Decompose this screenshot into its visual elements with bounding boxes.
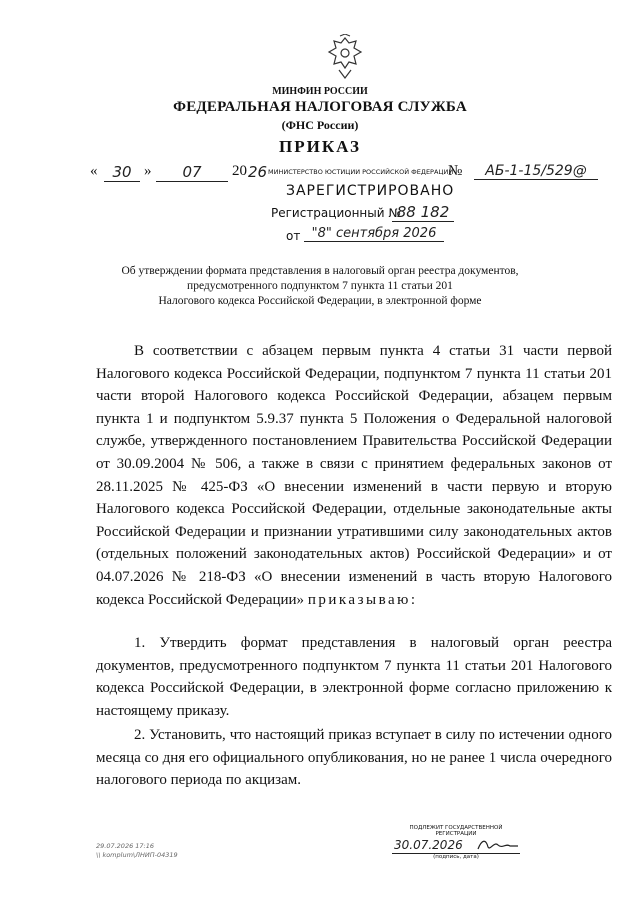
date-year-prefix: 20 <box>232 163 247 179</box>
service-abbreviation: (ФНС России) <box>281 118 359 132</box>
date-close-quote: » <box>144 163 152 179</box>
footer-doc-ref: \\ komplum\ЛНИП-04319 <box>96 851 178 859</box>
coat-of-arms-icon <box>323 34 367 82</box>
state-reg-signature-line <box>392 837 520 854</box>
service-name: ФЕДЕРАЛЬНАЯ НАЛОГОВАЯ СЛУЖБА <box>173 99 467 115</box>
footer-timestamp: 29.07.2026 17:16 <box>96 842 155 850</box>
date-month: 07 <box>156 163 228 182</box>
order-number: АБ-1-15/529@ <box>474 163 598 180</box>
state-registration-stamp <box>392 825 520 861</box>
date-year-suffix: 26 <box>248 163 268 181</box>
date-open-quote: « <box>90 163 98 179</box>
state-reg-date: 30.07.2026 <box>394 838 463 852</box>
justice-ministry-line: МИНИСТЕРСТВО ЮСТИЦИИ РОССИЙСКОЙ ФЕДЕРАЦИИ <box>268 168 454 176</box>
item-2-paragraph <box>96 724 612 792</box>
state-reg-title-1: ПОДЛЕЖИТ ГОСУДАРСТВЕННОЙ <box>409 825 503 831</box>
title-line-3: Налогового кодекса Российской Федерации, в электронной форме <box>158 295 482 307</box>
item-2-text: 2. Установить, что настоящий приказ вступает в силу по истечении одного месяца со дня его официального опубликования, но не ранее 1 числа очередного налогового периода по акцизам. <box>96 727 612 789</box>
registration-number: 88 182 <box>392 203 454 222</box>
preamble-paragraph <box>96 340 612 611</box>
registration-number-label: Регистрационный № <box>271 206 401 220</box>
order-title <box>120 264 520 309</box>
signature-icon <box>476 837 520 853</box>
ministry-name: МИНФИН РОССИИ <box>272 86 368 97</box>
registration-date-label: от <box>286 229 301 243</box>
title-line-2: предусмотренного подпунктом 7 пункта 11 статьи 201 <box>187 280 453 292</box>
item-1-text: 1. Утвердить формат представления в налоговый орган реестра документов, предусмотренного подпунктом 7 пункта 11 статьи 201 Налогового кодекса Российской Федерации, в электронной форме согласно приложению к настоящему приказу. <box>96 635 612 719</box>
order-heading: ПРИКАЗ <box>279 137 361 156</box>
state-reg-caption: (подпись, дата) <box>433 854 479 860</box>
title-line-1: Об утверждении формата представления в налоговый орган реестра документов, <box>121 265 519 277</box>
preamble-text: В соответствии с абзацем первым пункта 4 статьи 31 части первой Налогового кодекса Российской Федерации, подпунктом 7 пункта 11 статьи 201 части второй Налогового кодекса Российской Федерации, абзацем первым пункта 1 и подпунктом 5.9.37 пункта 5 Положения о Федеральной налоговой службе, утвержденного постановлением Правительства Российской Федерации от 30.09.2004 № 506, а также в связи с принятием федеральных законов от 28.11.2025 № 425-ФЗ «О внесении изменений в части первую и вторую Налогового кодекса Российской Федерации, отдельные законодательные акты Российской Федерации и признании утратившими силу законодательных актов (отдельных положений законодательных актов) Российской Федерации» и от 04.07.2026 № 218-ФЗ «О внесении изменений в часть вторую Налогового кодекса Российской Федерации» <box>96 343 612 608</box>
directive-word: приказываю: <box>307 591 418 608</box>
registration-status: ЗАРЕГИСТРИРОВАНО <box>286 183 455 199</box>
date-day: 30 <box>104 163 140 182</box>
registration-date: "8" сентября 2026 <box>304 226 444 242</box>
state-reg-title-2: РЕГИСТРАЦИИ <box>435 831 477 837</box>
number-sign: № <box>448 163 463 179</box>
item-1-paragraph <box>96 632 612 722</box>
footer-note <box>96 842 178 860</box>
